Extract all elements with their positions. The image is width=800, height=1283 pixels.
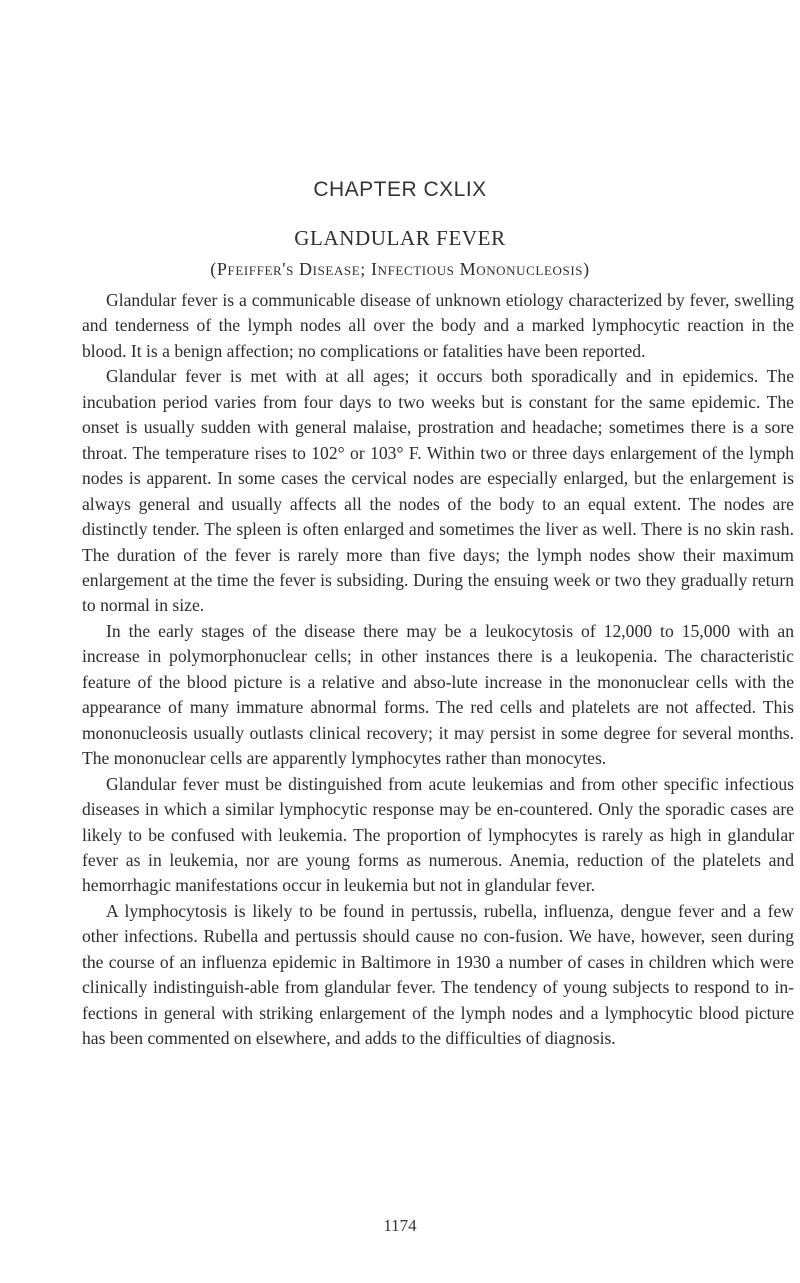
paragraph-definition: Glandular fever is a communicable disease of unknown etiology characterized by fever, swelling and tenderness of the lymph nodes all over the body and a marked lymphocytic reaction in the blood. It is a benign affection; no complications or fatalities have been reported. xyxy=(82,290,794,361)
chapter-title: GLANDULAR FEVER xyxy=(294,226,506,250)
paragraph-differential-leukemia: Glandular fever must be distinguished from acute leukemias and from other specific infectious diseases in which a similar lymphocytic response may be en-countered. Only the sporadic cases are likely to be confused with leukemia. The proportion of lymphocytes is rarely as high in glandular fever as in leukemia, nor are young forms as numerous. Anemia, reduction of the platelets and hemorrhagic manifestations occur in leukemia but not in glandular fever. xyxy=(82,773,794,896)
page-number: 1174 xyxy=(383,1216,417,1235)
paragraph-differential-infections: A lymphocytosis is likely to be found in pertussis, rubella, influenza, dengue fever and a few other infections. Rubella and pertussis should cause no con-fusion. We have, however, seen during the course of an influenza epidemic in Baltimore in 1930 a number of cases in children which were clinically indistinguish-able from glandular fever. The tendency of young subjects to respond to in-fections in general with striking enlargement of the lymph nodes and a lymphocytic blood picture has been commented on elsewhere, and adds to the difficulties of diagnosis. xyxy=(82,900,794,1049)
chapter-subtitle: (Pfeiffer's Disease; Infectious Mononucleosis) xyxy=(210,259,590,279)
paragraph-blood-picture: In the early stages of the disease there may be a leukocytosis of 12,000 to 15,000 with an increase in polymorphonuclear cells; in other instances there is a leukopenia. The characteristic feature of the blood picture is a relative and abso-lute increase in the mononuclear cells with the appearance of many immature abnormal forms. The red cells and platelets are not affected. This mononucleosis usually outlasts clinical recovery; it may persist in some degree for several months. The mononuclear cells are apparently lymphocytes rather than monocytes. xyxy=(82,620,794,769)
body-text xyxy=(82,288,794,1052)
paragraph-clinical-course: Glandular fever is met with at all ages; it occurs both sporadically and in epidemics. The incubation period varies from four days to two weeks but is constant for the same epidemic. The onset is usually sudden with general malaise, prostration and headache; sometimes there is a sore throat. The temperature rises to 102° or 103° F. Within two or three days enlargement of the lymph nodes is apparent. In some cases the cervical nodes are especially enlarged, but the enlargement is always general and usually affects all the nodes of the body to an equal extent. The nodes are distinctly tender. The spleen is often enlarged and sometimes the liver as well. There is no skin rash. The duration of the fever is rarely more than five days; the lymph nodes show their maximum enlargement at the time the fever is subsiding. During the ensuing week or two they gradually return to normal in size. xyxy=(82,366,794,616)
chapter-heading: CHAPTER CXLIX xyxy=(313,178,487,201)
